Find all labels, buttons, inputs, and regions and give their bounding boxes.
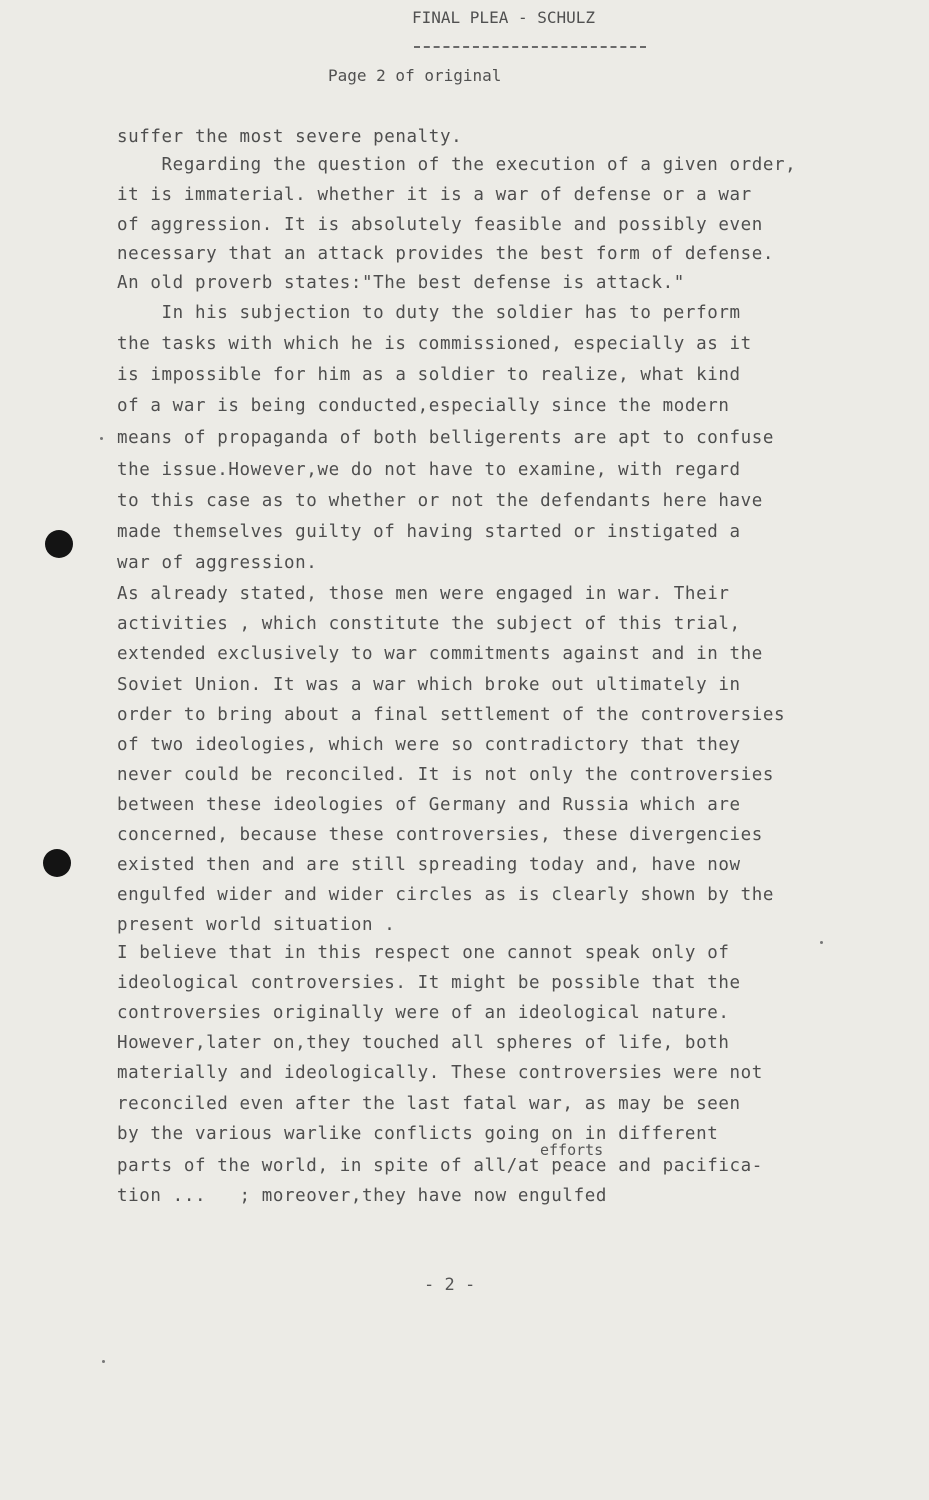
text-line: Regarding the question of the execution of a given order, <box>117 155 797 175</box>
text-line: of aggression. It is absolutely feasible and possibly even <box>117 215 763 235</box>
text-line: tion ... ; moreover,they have now engulfed <box>117 1186 607 1206</box>
text-line: existed then and are still spreading today and, have now <box>117 855 741 875</box>
text-line: present world situation . <box>117 915 396 935</box>
text-line: concerned, because these controversies, these divergencies <box>117 825 763 845</box>
text-line: In his subjection to duty the soldier has to perform <box>117 303 741 323</box>
text-line: war of aggression. <box>117 553 318 573</box>
text-line: by the various warlike conflicts going on in different <box>117 1124 719 1144</box>
title-underline <box>414 46 646 48</box>
text-line: is impossible for him as a soldier to realize, what kind <box>117 365 741 385</box>
text-line: to this case as to whether or not the defendants here have <box>117 491 763 511</box>
text-line: However,later on,they touched all spheres of life, both <box>117 1033 730 1053</box>
interlinear-insert: efforts <box>540 1141 604 1159</box>
text-line: of two ideologies, which were so contradictory that they <box>117 735 741 755</box>
document-title: FINAL PLEA - SCHULZ <box>412 8 596 27</box>
text-line: Soviet Union. It was a war which broke out ultimately in <box>117 675 741 695</box>
text-line: parts of the world, in spite of all/at peace and pacifica- <box>117 1156 763 1176</box>
text-line: controversies originally were of an ideological nature. <box>117 1003 730 1023</box>
text-line: I believe that in this respect one cannot speak only of <box>117 943 730 963</box>
page-number: - 2 - <box>424 1275 476 1295</box>
paper-speck <box>100 437 103 440</box>
text-line: An old proverb states:"The best defense is attack." <box>117 273 685 293</box>
text-line: means of propaganda of both belligerents are apt to confuse <box>117 428 775 448</box>
paper-speck <box>820 941 823 944</box>
text-line: engulfed wider and wider circles as is clearly shown by the <box>117 885 775 905</box>
text-line: materially and ideologically. These controversies were not <box>117 1063 763 1083</box>
text-line: the tasks with which he is commissioned, especially as it <box>117 334 752 354</box>
text-line: reconciled even after the last fatal war, as may be seen <box>117 1094 741 1114</box>
text-line: order to bring about a final settlement of the controversies <box>117 705 786 725</box>
text-line: the issue.However,we do not have to examine, with regard <box>117 460 741 480</box>
text-line: ideological controversies. It might be possible that the <box>117 973 741 993</box>
text-line: suffer the most severe penalty. <box>117 127 463 147</box>
text-line: between these ideologies of Germany and Russia which are <box>117 795 741 815</box>
paper-speck <box>102 1360 105 1363</box>
text-line: it is immaterial. whether it is a war of defense or a war <box>117 185 752 205</box>
text-line: activities , which constitute the subject of this trial, <box>117 614 741 634</box>
text-line: necessary that an attack provides the best form of defense. <box>117 244 775 264</box>
binder-hole-bottom <box>43 849 71 877</box>
text-line: never could be reconciled. It is not only the controversies <box>117 765 775 785</box>
text-line: of a war is being conducted,especially since the modern <box>117 396 730 416</box>
page-of-original: Page 2 of original <box>328 66 502 85</box>
binder-hole-top <box>45 530 73 558</box>
text-line: As already stated, those men were engaged in war. Their <box>117 584 730 604</box>
text-line: made themselves guilty of having started or instigated a <box>117 522 741 542</box>
text-line: extended exclusively to war commitments against and in the <box>117 644 763 664</box>
